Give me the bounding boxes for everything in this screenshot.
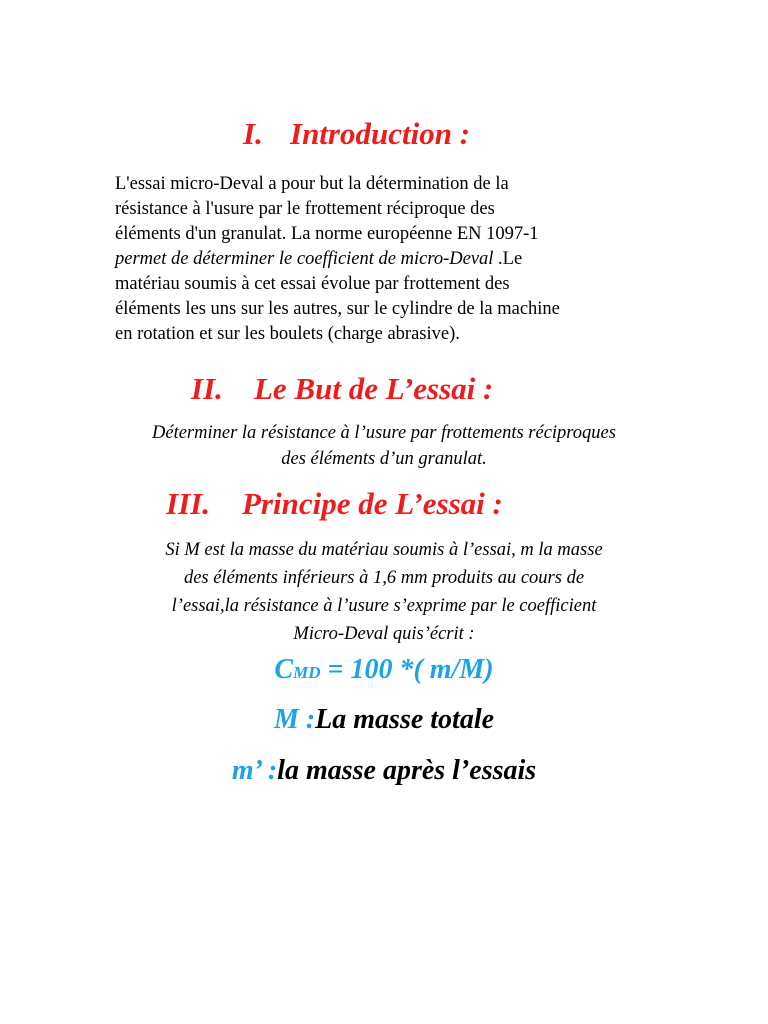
section-heading-principle xyxy=(166,486,503,522)
legend-key: M : xyxy=(273,704,316,735)
text-line: résistance à l'usure par le frottement réciproque des xyxy=(115,199,495,219)
text-line: Micro-Deval quis’écrit : xyxy=(293,624,475,644)
section-title: Le But de L’essai : xyxy=(254,371,494,406)
legend-description: La masse totale xyxy=(315,704,495,735)
legend-description: la masse après l’essais xyxy=(277,755,537,786)
formula-expression: = 100 *( m/M) xyxy=(320,654,494,685)
text-line: des éléments d’un granulat. xyxy=(281,449,487,469)
goal-paragraph xyxy=(40,420,728,472)
section-number: II. xyxy=(191,371,223,406)
text-line xyxy=(115,247,695,272)
micro-deval-formula xyxy=(40,650,728,693)
section-title: Principe de L’essai : xyxy=(242,486,503,521)
section-heading-introduction xyxy=(243,116,470,152)
formula-symbol: C xyxy=(274,654,294,685)
text-line: des éléments inférieurs à 1,6 mm produits au cours de xyxy=(183,568,585,588)
text-regular: .Le xyxy=(493,249,523,269)
text-line: Si M est la masse du matériau soumis à l’essai, m la masse xyxy=(165,540,603,560)
legend-key: m’ : xyxy=(231,755,278,786)
introduction-paragraph xyxy=(115,172,695,347)
text-line: l’essai,la résistance à l’usure s’exprime par le coefficient xyxy=(171,596,597,616)
section-title: Introduction : xyxy=(290,116,471,151)
section-number: I. xyxy=(243,116,263,151)
text-italic: permet de déterminer le coefficient de micro-Deval xyxy=(115,249,494,269)
text-line: éléments d'un granulat. La norme européenne EN 1097-1 xyxy=(115,224,539,244)
text-line: L'essai micro-Deval a pour but la détermination de la xyxy=(115,174,509,194)
legend-total-mass xyxy=(40,700,728,740)
text-line: en rotation et sur les boulets (charge abrasive). xyxy=(115,324,460,344)
section-heading-goal xyxy=(191,371,493,407)
legend-mass-after-test xyxy=(40,751,728,791)
principle-paragraph xyxy=(40,536,728,648)
text-line: Déterminer la résistance à l’usure par frottements réciproques xyxy=(152,423,616,443)
text-line: éléments les uns sur les autres, sur le cylindre de la machine xyxy=(115,299,560,319)
section-number: III. xyxy=(166,486,210,521)
formula-subscript: MD xyxy=(293,663,321,682)
text-line: matériau soumis à cet essai évolue par frottement des xyxy=(115,274,510,294)
